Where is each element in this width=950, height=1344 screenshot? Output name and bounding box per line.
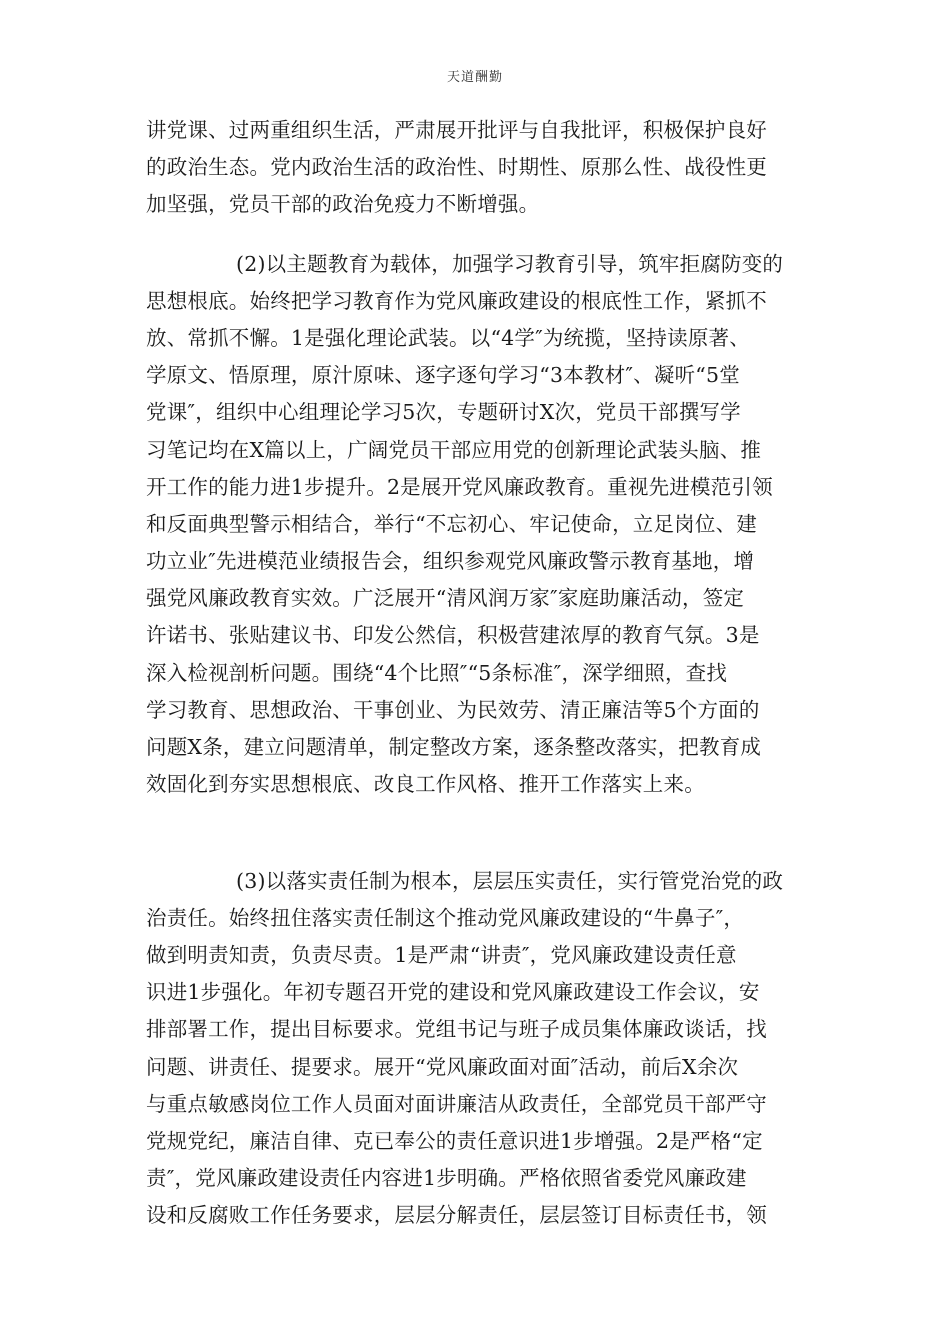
- text-line: 的政治生态。党内政治生活的政治性、时期性、原那么性、战役性更: [146, 155, 767, 180]
- text-line: 做到明责知责，负责尽责。1是严肃“讲责″，党风廉政建设责任意: [146, 942, 737, 967]
- document-body: [146, 112, 806, 1234]
- text-line: 责″，党风廉政建设责任内容进1步明确。严格依照省委党风廉政建: [146, 1166, 747, 1191]
- text-line: 党规党纪，廉洁自律、克已奉公的责任意识进1步增强。2是严格“定: [146, 1128, 763, 1153]
- paragraph-3: [146, 863, 806, 1235]
- text-line: 讲党课、过两重组织生活，严肃展开批评与自我批评，积极保护良好: [146, 118, 767, 142]
- text-line: 习笔记均在X篇以上，广阔党员干部应用党的创新理论武装头脑、推: [146, 437, 762, 462]
- text-line: 加坚强，党员干部的政治免疫力不断增强。: [146, 192, 540, 217]
- text-line: 深入检视剖析问题。围绕“4个比照″“5条标准″，深学细照，查找: [146, 660, 728, 685]
- text-line: 设和反腐败工作任务要求，层层分解责任，层层签订目标责任书，领: [146, 1203, 767, 1228]
- text-line: 排部署工作，提出目标要求。党组书记与班子成员集体廉政谈话，找: [146, 1017, 767, 1042]
- text-line: 问题X条，建立问题清单，制定整改方案，逐条整改落实，把教育成: [146, 735, 762, 759]
- paragraph-2: [146, 246, 806, 841]
- paragraph-1: [146, 112, 806, 224]
- text-line: 学习教育、思想政治、干事创业、为民效劳、清正廉洁等5个方面的: [146, 697, 760, 722]
- text-line: [146, 803, 806, 840]
- text-line: 效固化到夯实思想根底、改良工作风格、推开工作落实上来。: [146, 772, 705, 797]
- text-line: 和反面典型警示相结合，举行“不忘初心、牢记使命，立足岗位、建: [146, 511, 757, 536]
- text-line: 强党风廉政教育实效。广泛展开“清风润万家″家庭助廉活动，签定: [146, 586, 745, 611]
- text-line: 许诺书、张贴建议书、印发公然信，积极营建浓厚的教育气氛。3是: [146, 623, 760, 648]
- text-line: 放、常抓不懈。1是强化理论武装。以“4学″为统揽，坚持读原著、: [146, 325, 750, 350]
- text-line: (2)以主题教育为载体，加强学习教育引导，筑牢拒腐防变的: [236, 251, 784, 276]
- text-line: 党课″，组织中心组理论学习5次，专题研讨X次，党员干部撰写学: [146, 400, 741, 425]
- text-line: (3)以落实责任制为根本，层层压实责任，实行管党治党的政: [236, 868, 784, 893]
- text-line: 学原文、悟原理，原汁原味、逐字逐句学习“3本教材″、凝听“5堂: [146, 363, 740, 388]
- text-line: 与重点敏感岗位工作人员面对面讲廉洁从政责任，全部党员干部严守: [146, 1091, 767, 1116]
- text-line: 识进1步强化。年初专题召开党的建设和党风廉政建设工作会议，安: [146, 980, 760, 1005]
- page-header: 天道酬勤: [446, 70, 503, 85]
- text-line: 思想根底。始终把学习教育作为党风廉政建设的根底性工作，紧抓不: [146, 288, 767, 313]
- text-line: 功立业″先进模范业绩报告会，组织参观党风廉政警示教育基地，增: [146, 549, 755, 574]
- text-line: 问题、讲责任、提要求。展开“党风廉政面对面″活动，前后X余次: [146, 1054, 739, 1079]
- text-line: 开工作的能力进1步提升。2是展开党风廉政教育。重视先进模范引领: [146, 474, 773, 499]
- text-line: 治责任。始终扭住落实责任制这个推动党风廉政建设的“牛鼻子″，: [146, 905, 745, 930]
